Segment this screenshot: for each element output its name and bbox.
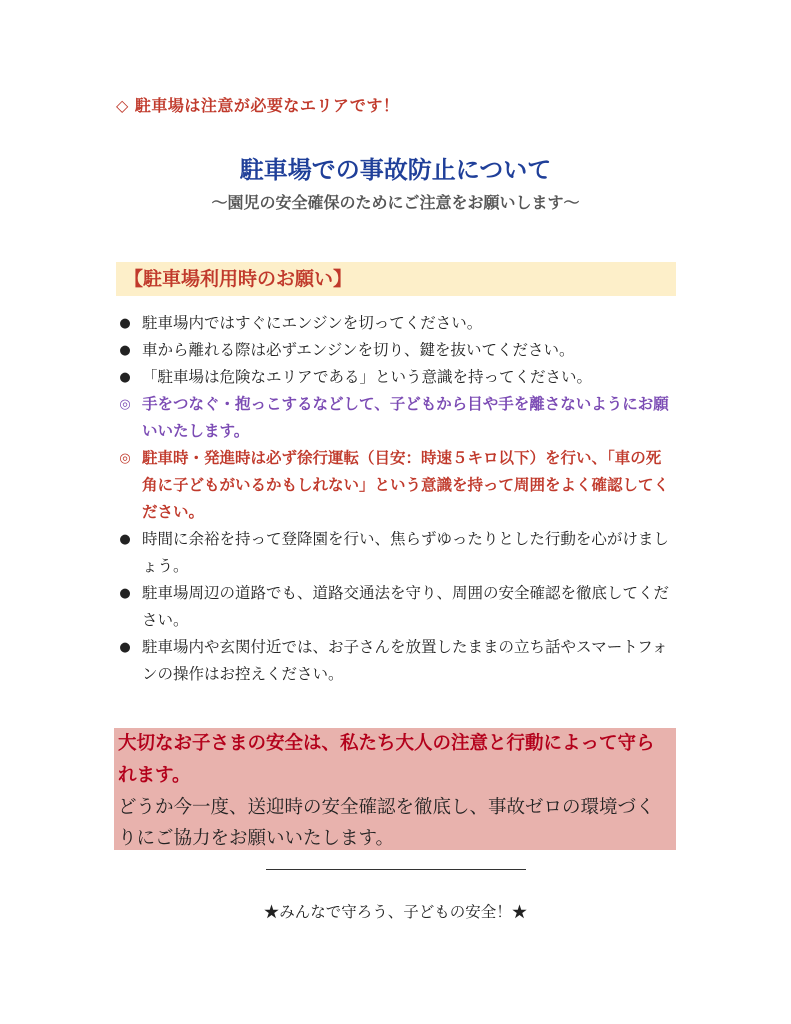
rule-text: 駐車時・発進時は必ず徐行運転（目安：時速５キロ以下）を行い、「車の死角に子どもがいるかもしれない」という意識を持って周囲をよく確認してください。 <box>142 449 670 521</box>
rule-text: 駐車場周辺の道路でも、道路交通法を守り、周囲の安全確認を徹底してください。 <box>142 584 670 629</box>
double-circle-bullet-icon: ◎ <box>119 397 131 412</box>
bullet-icon: ● <box>119 640 131 655</box>
rule-item <box>116 337 676 364</box>
rule-text: 車から離れる際は必ずエンジンを切り、鍵を抜いてください。 <box>142 341 575 359</box>
rule-item-emphasis <box>116 445 676 526</box>
page-subtitle: 〜園児の安全確保のためにご注意をお願いします〜 <box>211 193 580 212</box>
bullet-icon: ● <box>119 343 131 358</box>
footer-slogan: ★みんなで守ろう、子どもの安全！★ <box>263 903 528 921</box>
highlight-bold-text: 大切なお子さまの安全は、私たち大人の注意と行動によって守られます。 <box>118 733 655 786</box>
divider-line <box>266 869 526 870</box>
rule-item <box>116 580 676 634</box>
alert-line: ◇ 駐車場は注意が必要なエリアです！ <box>116 96 400 115</box>
double-circle-bullet-icon: ◎ <box>119 451 131 466</box>
rule-item-emphasis <box>116 391 676 445</box>
rule-text: 駐車場内ではすぐにエンジンを切ってください。 <box>142 314 483 332</box>
bullet-icon: ● <box>119 532 131 547</box>
highlight-box <box>114 728 676 850</box>
rule-item <box>116 634 676 688</box>
rule-text: 駐車場内や玄関付近では、お子さんを放置したままの立ち話やスマートフォンの操作はお控えください。 <box>142 638 668 683</box>
highlight-normal-text: どうか今一度、送迎時の安全確認を徹底し、事故ゼロの環境づくりにご協力をお願いいたします。 <box>118 797 655 849</box>
bullet-icon: ● <box>119 586 131 601</box>
rule-text: 手をつなぐ・抱っこするなどして、子どもから目や手を離さないようにお願いいたします。 <box>142 395 669 440</box>
bullet-icon: ● <box>119 316 131 331</box>
section-heading: 【駐車場利用時のお願い】 <box>116 262 676 296</box>
rule-item <box>116 364 676 391</box>
rule-item <box>116 526 676 580</box>
bullet-icon: ● <box>119 370 131 385</box>
page-title: 駐車場での事故防止について <box>239 156 552 184</box>
rule-text: 「駐車場は危険なエリアである」という意識を持ってください。 <box>142 368 592 386</box>
rule-item <box>116 310 676 337</box>
rules-list <box>116 310 676 688</box>
rule-text: 時間に余裕を持って登降園を行い、焦らずゆったりとした行動を心がけましょう。 <box>142 530 669 575</box>
